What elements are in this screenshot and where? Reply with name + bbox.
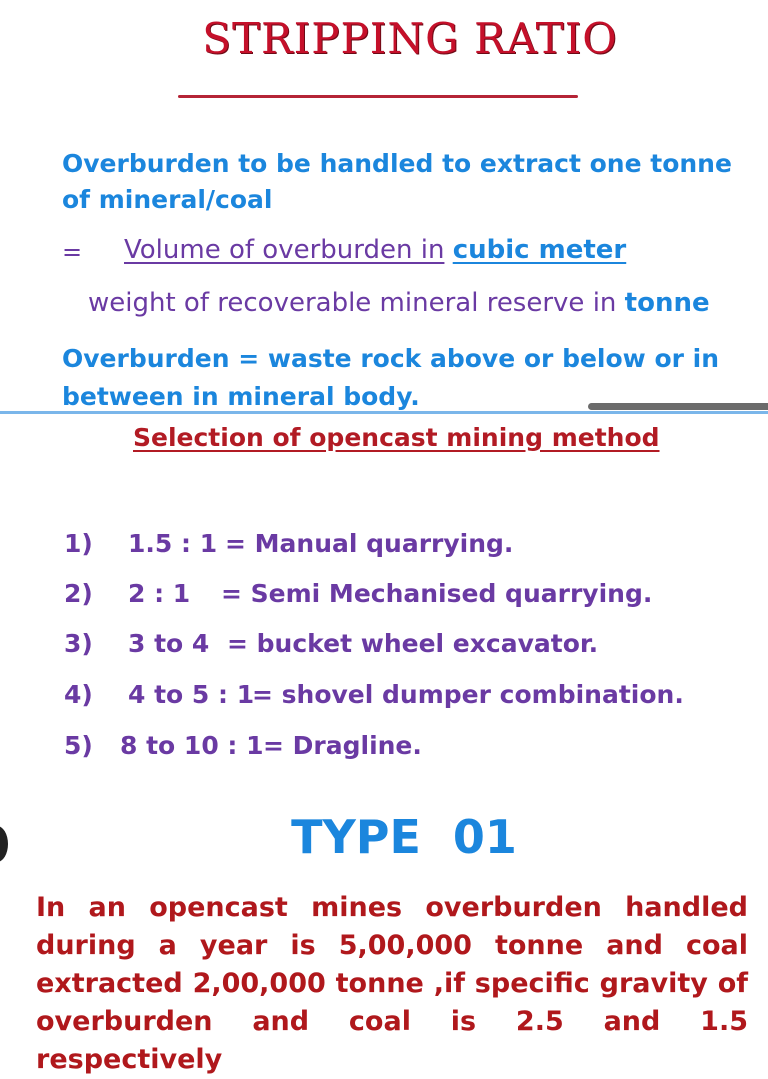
method-list-item: [0, 731, 768, 763]
method-list-item: [0, 529, 768, 561]
type-heading: TYPE 01: [291, 810, 517, 864]
problem-statement: In an opencast mines overburden handled during a year is 5,00,000 tonne and coal extracted 2,00,000 tonne ,if specific gravity of overburden and coal is 2.5 and 1.5 respectively: [36, 892, 748, 1075]
item-ratio: 2 : 1: [128, 579, 191, 608]
equals-sign: =: [62, 238, 83, 266]
item-number: 1): [64, 529, 93, 558]
video-progress-bar: [588, 403, 768, 410]
item-method: = Dragline.: [263, 731, 422, 760]
item-number: 4): [64, 680, 93, 709]
definition-line-2: of mineral/coal: [62, 185, 273, 214]
page-title: STRIPPING RATIO: [202, 14, 618, 63]
overburden-note-line-1: Overburden = waste rock above or below or in: [62, 344, 720, 373]
denominator-text: weight of recoverable mineral reserve in: [88, 288, 617, 318]
definition-line-1: Overburden to be handled to extract one tonne: [62, 149, 732, 178]
item-number: 5): [64, 731, 93, 760]
item-method: = bucket wheel excavator.: [227, 629, 599, 658]
section-divider: [0, 411, 768, 414]
numerator-text: Volume of overburden in: [124, 235, 445, 265]
method-list-item: [0, 629, 768, 661]
item-ratio: 8 to 10 : 1: [120, 731, 264, 760]
item-number: 3): [64, 629, 93, 658]
item-ratio: 4 to 5 : 1: [128, 680, 255, 709]
numerator-unit: cubic meter: [452, 235, 627, 265]
fraction-numerator: [124, 235, 626, 265]
item-number: 2): [64, 579, 93, 608]
item-method: = Manual quarrying.: [225, 529, 514, 558]
item-method: = Semi Mechanised quarrying.: [221, 579, 653, 608]
item-ratio: 3 to 4: [128, 629, 210, 658]
item-ratio: 1.5 : 1: [128, 529, 218, 558]
title-underline: [178, 95, 578, 98]
overburden-note-line-2: between in mineral body.: [62, 382, 420, 411]
fraction-denominator: [88, 288, 710, 318]
item-method: = shovel dumper combination.: [252, 680, 684, 709]
method-list-item: [0, 579, 768, 611]
selection-heading: Selection of opencast mining method: [133, 423, 660, 452]
method-list-item: [0, 680, 768, 712]
denominator-unit: tonne: [624, 288, 710, 318]
